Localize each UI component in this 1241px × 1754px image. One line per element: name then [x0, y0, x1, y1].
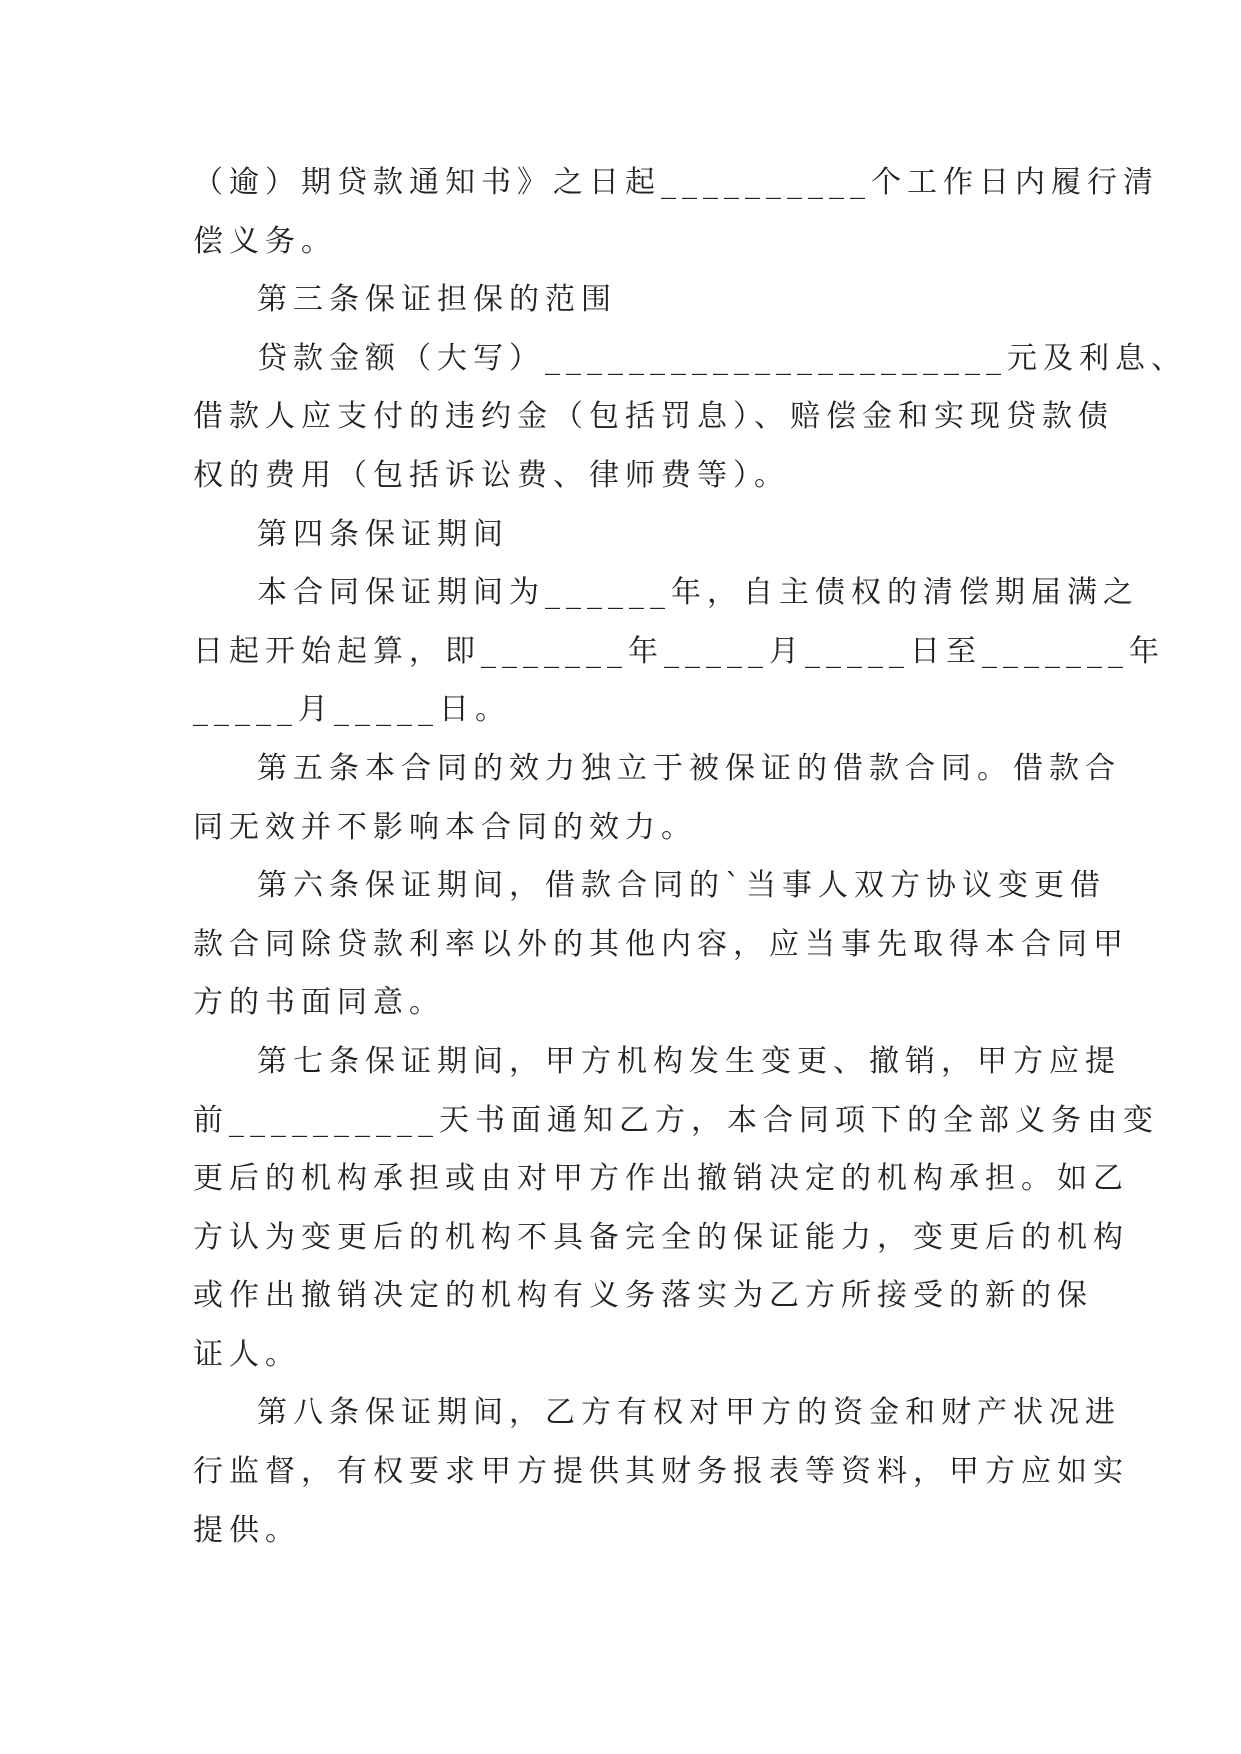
- text-line: 第五条本合同的效力独立于被保证的借款合同。借款合: [257, 750, 1121, 786]
- text-line: 借款人应支付的违约金（包括罚息）、赔偿金和实现贷款债: [193, 399, 1114, 435]
- text-line: 款合同除贷款利率以外的其他内容，应当事先取得本合同甲: [193, 926, 1129, 962]
- text-line: 或作出撤销决定的机构有义务落实为乙方所接受的新的保: [193, 1278, 1093, 1314]
- text-line: 第六条保证期间，借款合同的`当事人双方协议变更借: [257, 868, 1106, 904]
- text-line: 提供。: [193, 1512, 301, 1548]
- text-line: 偿义务。: [193, 223, 337, 259]
- text-line: 第八条保证期间，乙方有权对甲方的资金和财产状况进: [257, 1395, 1121, 1431]
- article-heading: 第四条保证期间: [257, 516, 509, 552]
- text-line: （逾）期贷款通知书》之日起__________个工作日内履行清: [193, 165, 1159, 200]
- text-line: 日起开始起算，即_______年_____月_____日至_______年: [193, 633, 1165, 669]
- text-line: 本合同保证期间为______年，自主债权的清偿期届满之: [257, 575, 1139, 611]
- text-line: 方的书面同意。: [193, 985, 445, 1021]
- article-heading: 第三条保证担保的范围: [257, 282, 617, 318]
- text-line: 行监督，有权要求甲方提供其财务报表等资料，甲方应如实: [193, 1454, 1129, 1490]
- text-line: 第七条保证期间，甲方机构发生变更、撤销，甲方应提: [257, 1043, 1121, 1079]
- text-line: 同无效并不影响本合同的效力。: [193, 809, 697, 845]
- text-line: 前__________天书面通知乙方，本合同项下的全部义务由变: [193, 1102, 1159, 1138]
- text-line: _____月_____日。: [193, 692, 511, 728]
- text-line: 方认为变更后的机构不具备完全的保证能力，变更后的机构: [193, 1219, 1129, 1255]
- text-line: 权的费用（包括诉讼费、律师费等）。: [193, 457, 790, 493]
- document-body: [193, 154, 1187, 1560]
- text-line: 更后的机构承担或由对甲方作出撤销决定的机构承担。如乙: [193, 1161, 1129, 1197]
- text-line: 证人。: [193, 1336, 301, 1372]
- text-line: 贷款金额（大写）______________________元及利息、: [257, 340, 1187, 376]
